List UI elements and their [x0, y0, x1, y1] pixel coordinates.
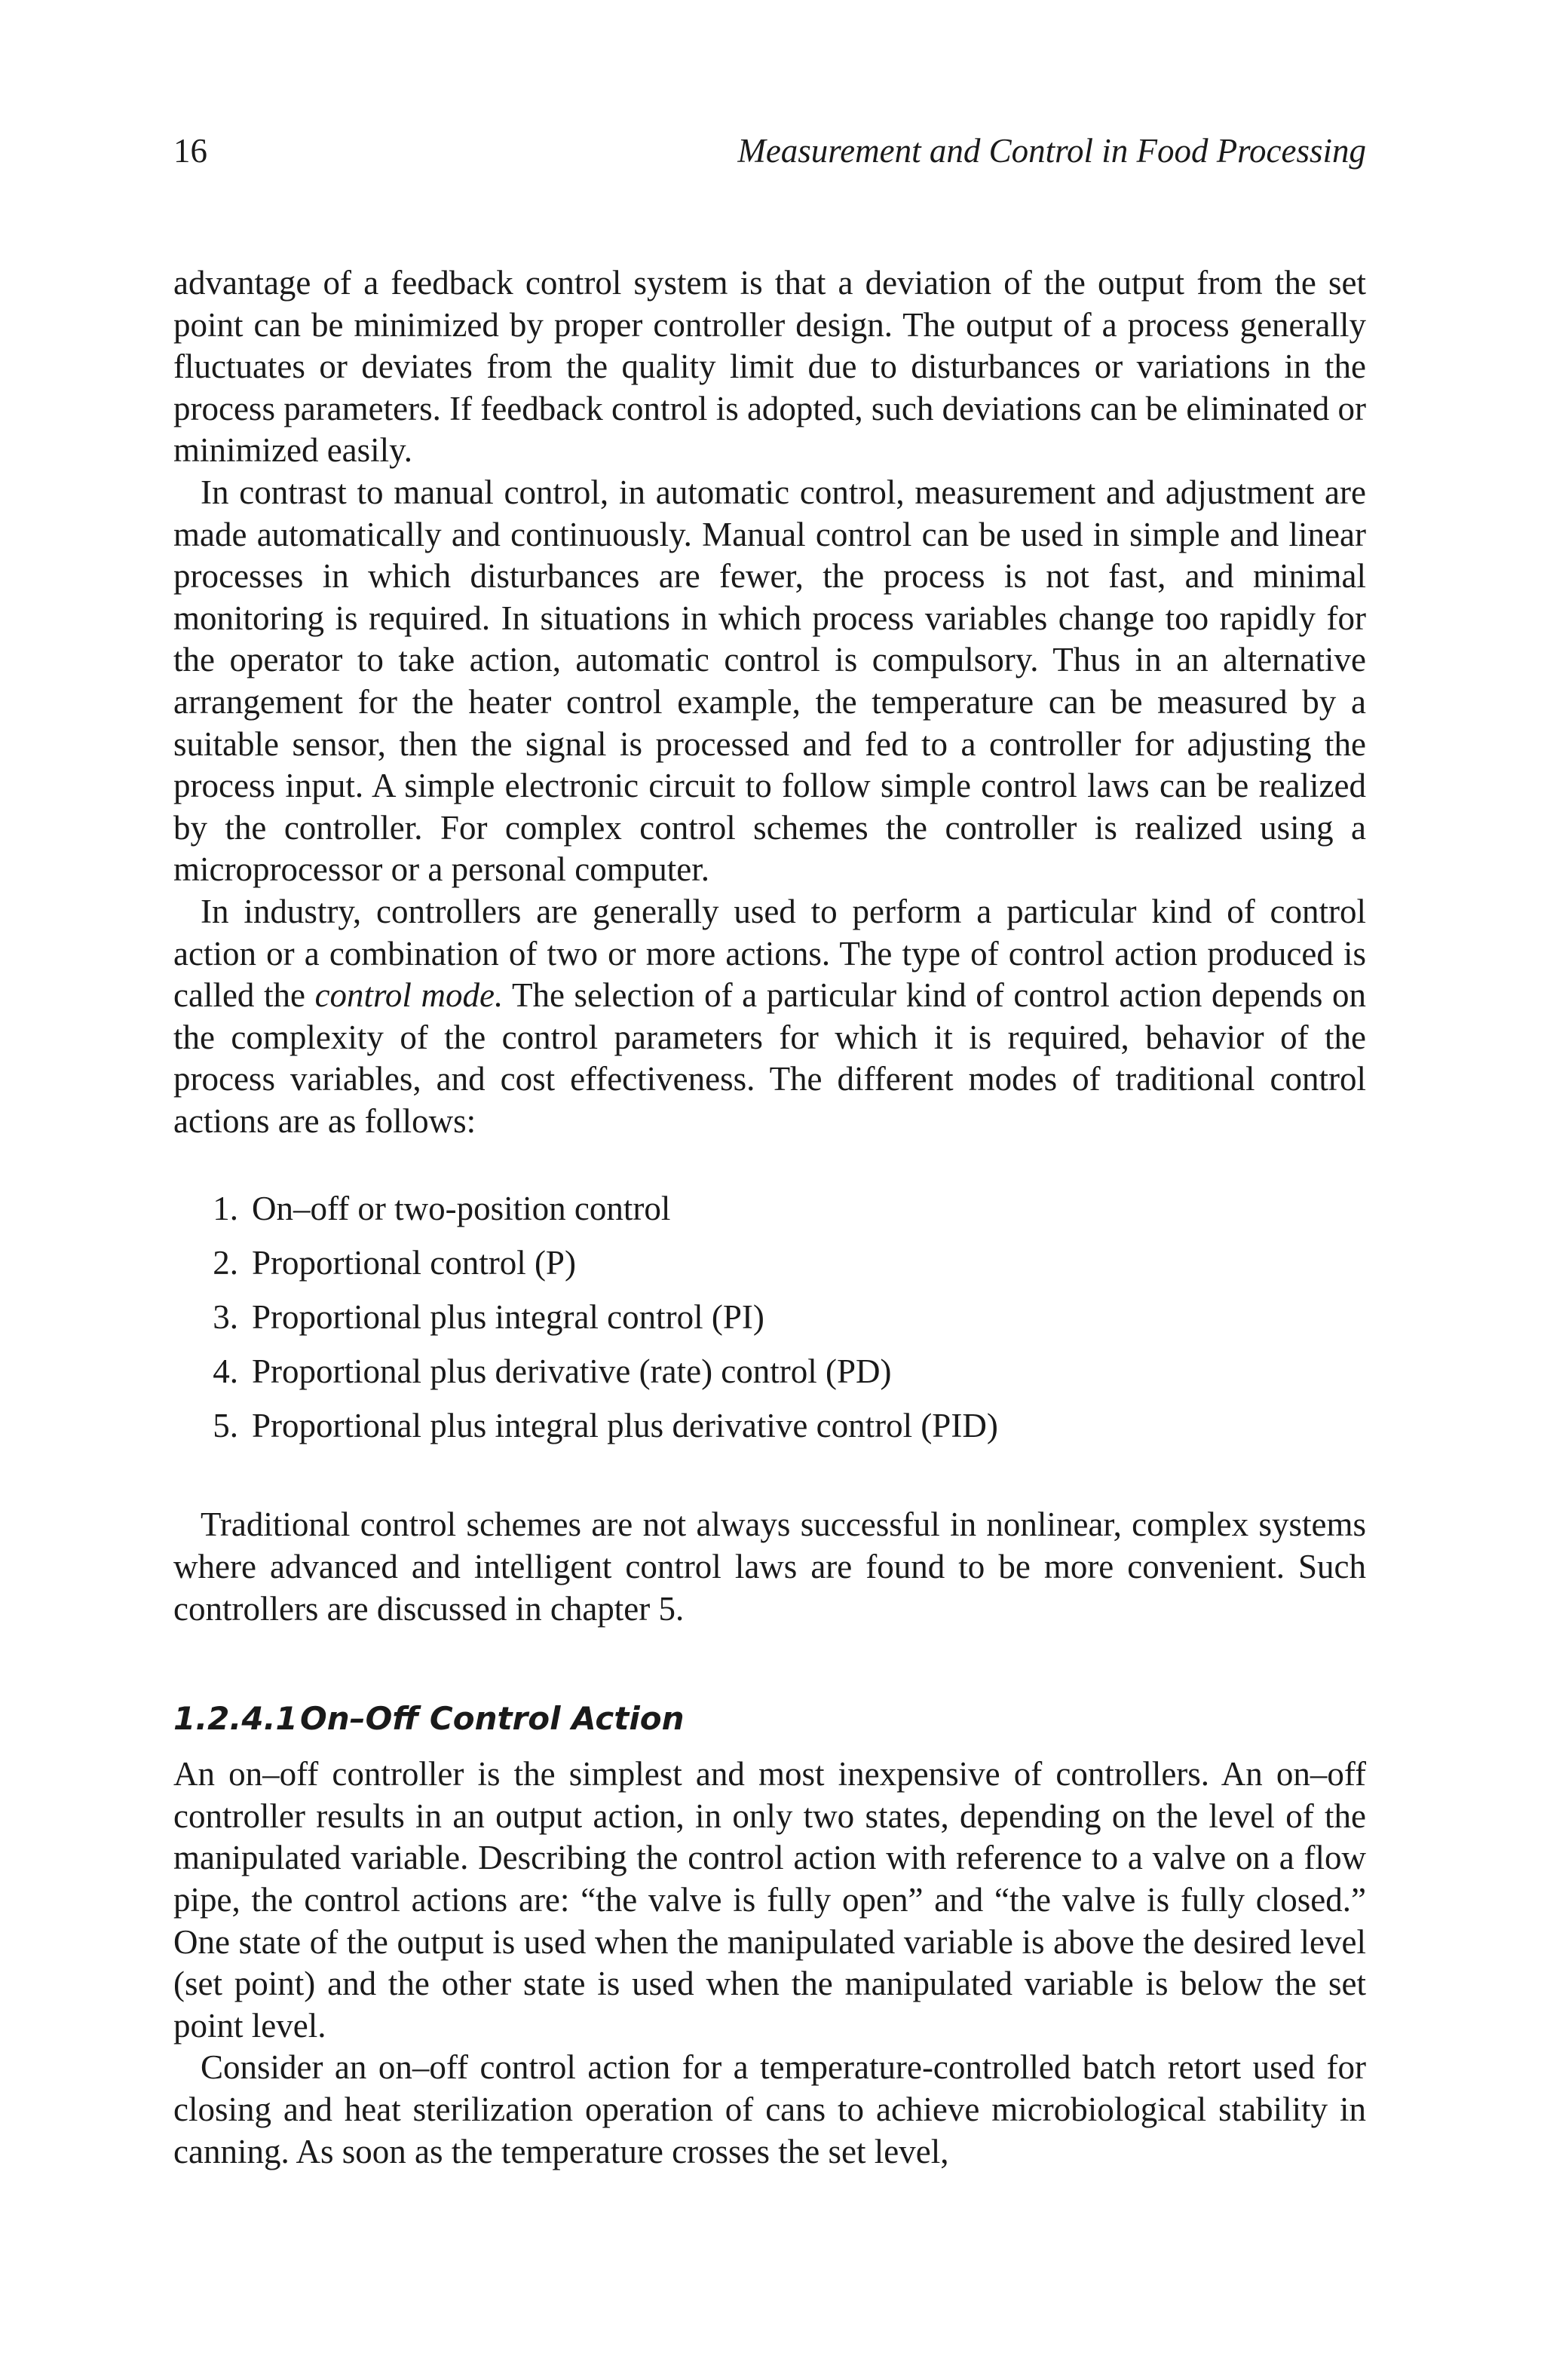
list-item-text: Proportional control (P): [252, 1244, 576, 1282]
paragraph-on-off-controller: An on–off controller is the simplest and most inexpensive of controllers. An on–off controller results in an output action, in only two states, depending on the level of the manipulated variable. Describing the control action with reference to a valve on a flow pipe, the control actions are: “the valve is fully open” and “the valve is fully closed.” One state of the output is used when the manipulated variable is above the desired level (set point) and the other state is used when the manipulated variable is below the set point level.: [173, 1755, 1366, 2045]
page-number: 16: [173, 132, 207, 170]
list-item: [173, 1236, 1366, 1290]
running-header: [173, 128, 1366, 173]
book-title: Measurement and Control in Food Processing: [737, 132, 1366, 170]
list-item-text: Proportional plus integral plus derivative control (PID): [252, 1407, 998, 1445]
list-item-number: 1.: [213, 1190, 238, 1228]
paragraph-automatic-control: In contrast to manual control, in automatic control, measurement and adjustment are made automatically and continuously. Manual control can be used in simple and linear processes in which disturbances are fewer, the process is not fast, and minimal monitoring is required. In situations in which process variables change too rapidly for the operator to take action, automatic control is compulsory. Thus in an alternative arrangement for the heater control example, the temperature can be measured by a suitable sensor, then the signal is processed and fed to a controller for adjusting the process input. A simple electronic circuit to follow simple control laws can be realized by the controller. For complex control schemes the controller is realized using a microprocessor or a personal computer.: [173, 473, 1366, 889]
list-item-number: 4.: [213, 1352, 238, 1391]
paragraph-traditional-schemes: Traditional control schemes are not always successful in nonlinear, complex systems where advanced and intelligent control laws are found to be more convenient. Such controllers are discussed in chapter 5.: [173, 1505, 1366, 1628]
section-heading: [173, 1696, 1366, 1741]
list-item-number: 5.: [213, 1407, 238, 1445]
section-number: 1.2.4.1: [173, 1700, 298, 1738]
list-item: [173, 1290, 1366, 1344]
list-item: [173, 1181, 1366, 1236]
paragraph-retort-example: Consider an on–off control action for a temperature-controlled batch retort used for closing and heat sterilization operation of cans to achieve microbiological stability in canning. As soon as the temperature crosses the set level,: [173, 2048, 1366, 2170]
list-item-number: 2.: [213, 1244, 238, 1282]
list-item-text: Proportional plus derivative (rate) control (PD): [252, 1352, 892, 1391]
paragraph-control-modes-intro: [173, 891, 1366, 1143]
list-item: [173, 1344, 1366, 1398]
paragraph-text: In industry, controllers are generally used to perform a particular kind of control action or a combination of two or more actions. The type of control action produced is called the: [173, 892, 1366, 1015]
list-item-text: Proportional plus integral control (PI): [252, 1298, 764, 1337]
control-mode-term: control mode.: [314, 976, 504, 1015]
list-item-number: 3.: [213, 1298, 238, 1337]
section-title: On–Off Control Action: [300, 1700, 685, 1738]
control-modes-list: [173, 1181, 1366, 1453]
paragraph-feedback-advantage: advantage of a feedback control system is that a deviation of the output from the set point can be minimized by proper controller design. The output of a process generally fluctuates or deviates from the quality limit due to disturbances or variations in the process parameters. If feedback control is adopted, such deviations can be eliminated or minimized easily.: [173, 264, 1366, 470]
paragraph-text: The selection of a particular kind of control action depends on the complexity of the control parameters for which it is required, behavior of the process variables, and cost effectiveness. The different modes of traditional control actions are as follows:: [173, 976, 1366, 1140]
book-page: [173, 128, 1366, 2173]
list-item-text: On–off or two-position control: [252, 1190, 671, 1228]
list-item: [173, 1398, 1366, 1453]
